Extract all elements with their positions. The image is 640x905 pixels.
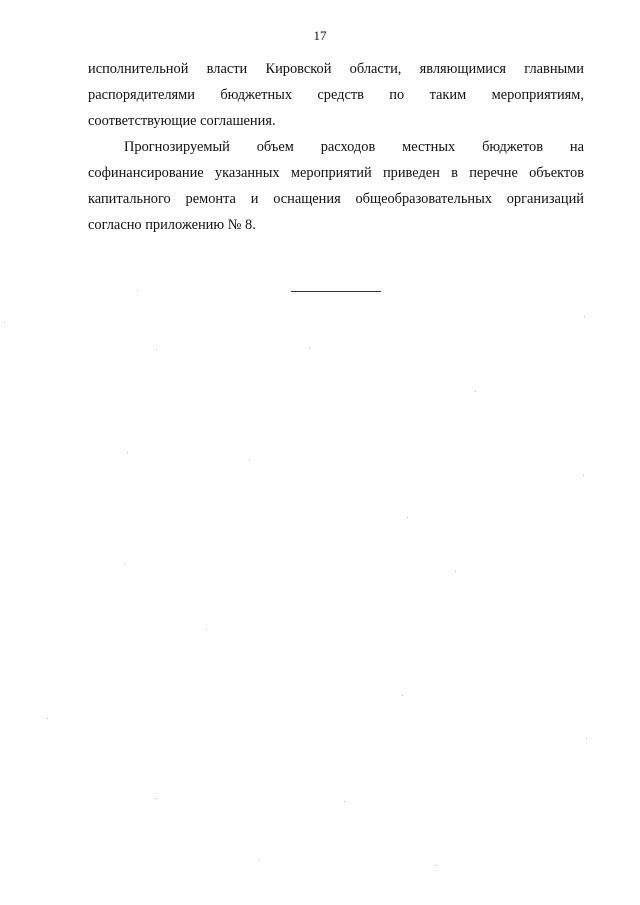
scan-speck xyxy=(475,391,476,392)
scan-speck xyxy=(249,460,250,461)
scan-speck xyxy=(584,316,585,317)
scan-speck xyxy=(206,629,207,630)
scan-speck xyxy=(583,475,584,476)
scan-speck xyxy=(137,290,138,291)
end-separator-line xyxy=(291,291,381,292)
scan-speck xyxy=(344,801,345,802)
scan-speck xyxy=(47,718,48,719)
scan-speck xyxy=(309,347,310,348)
paragraph-continuation: исполнительной власти Кировской области, являющимися главными распорядителями бюджетных средств по таким мероприятиям, соответствующие соглашения. xyxy=(88,61,584,129)
scan-speck xyxy=(127,452,128,453)
scan-speck xyxy=(155,798,156,799)
scan-speck xyxy=(402,695,403,696)
scan-speck xyxy=(435,865,436,866)
scan-speck xyxy=(156,349,157,350)
scan-speck xyxy=(259,859,260,860)
page-number: 17 xyxy=(313,28,327,43)
scan-speck xyxy=(407,517,408,518)
scan-speck xyxy=(455,571,456,572)
paragraph-forecast-expenses: Прогнозируемый объем расходов местных бюджетов на софинансирование указанных мероприятий приведен в перечне объектов капитального ремонта и оснащения общеобразовательных организаций согласно приложению № 8. xyxy=(88,139,584,233)
scan-speck xyxy=(586,738,587,739)
body-text xyxy=(88,56,584,238)
scan-speck xyxy=(124,563,125,564)
scan-speck xyxy=(4,322,5,323)
